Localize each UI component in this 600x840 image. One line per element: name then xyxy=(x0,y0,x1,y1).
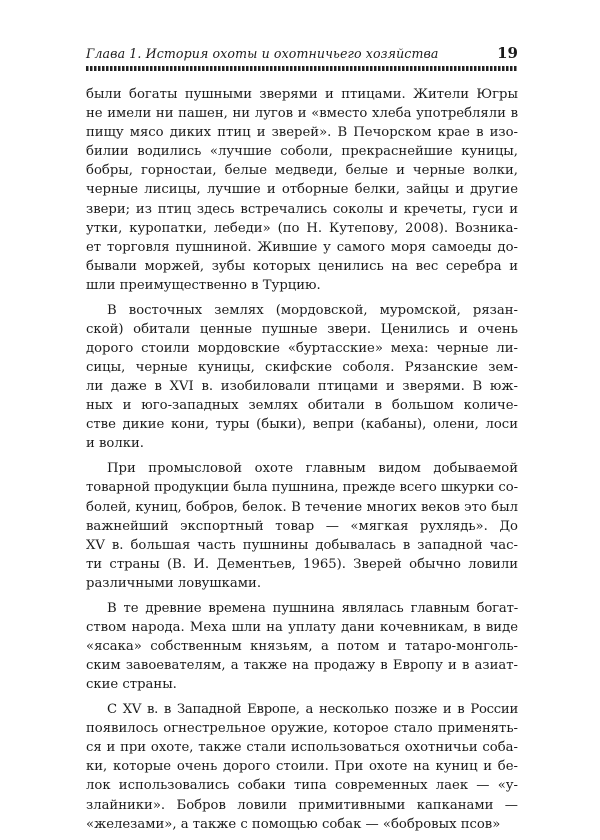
text-line: В восточных землях (мордовской, муромской, рязан- xyxy=(107,302,518,318)
text-line: XV в. большая часть пушнины добывалась в западной час- xyxy=(86,537,518,553)
text-line: ки, которые очень дорого стоили. При охоте на куниц и бе- xyxy=(86,759,518,775)
text-line: ся и при охоте, также стали использоваться охотничьи соба- xyxy=(86,740,518,756)
text-line: ли даже в XVI в. изобиловали птицами и зверями. В юж- xyxy=(86,379,518,395)
text-line: лок использовались собаки типа современных лаек — «у- xyxy=(86,778,518,794)
paragraph xyxy=(86,599,518,694)
paragraph xyxy=(86,301,518,454)
text-line: «железами», а также с помощью собак — «бобровых псов» xyxy=(86,816,501,832)
text-line: появилось огнестрельное оружие, которое стало применять- xyxy=(86,721,518,737)
paragraph xyxy=(86,700,518,834)
text-line: бывали моржей, зубы которых ценились на вес серебра и xyxy=(86,258,518,274)
text-line: и волки. xyxy=(86,436,144,452)
text-line: были богаты пушными зверями и птицами. Жители Югры xyxy=(86,87,518,102)
text-line: товарной продукции была пушнина, прежде всего шкурки со- xyxy=(86,480,518,496)
text-line: пищу мясо диких птиц и зверей». В Печорском крае в изо- xyxy=(86,125,518,141)
text-line: сицы, черные куницы, скифские соболя. Рязанские зем- xyxy=(86,360,518,376)
text-line: бобры, горностаи, белые медведи, белые и черные волки, xyxy=(86,163,518,179)
text-line: ской) обитали ценные пушные звери. Ценились и очень xyxy=(86,321,518,337)
text-line: ские страны. xyxy=(86,677,177,693)
text-line: При промысловой охоте главным видом добываемой xyxy=(107,461,518,477)
page-number: 19 xyxy=(497,44,518,62)
text-line: черные лисицы, лучшие и отборные белки, зайцы и другие xyxy=(86,182,518,198)
text-line: ных и юго-западных землях обитали в большом количе- xyxy=(86,398,518,414)
text-line: болей, куниц, бобров, белок. В течение многих веков это был xyxy=(86,499,518,515)
running-header xyxy=(86,46,518,68)
text-line: «ясака» собственным князьям, а потом и татаро-монголь- xyxy=(86,639,518,655)
paragraph xyxy=(86,459,518,593)
text-line: ти страны (В. И. Дементьев, 1965). Зверей обычно ловили xyxy=(86,556,518,572)
text-line: злайники». Бобров ловили примитивными капканами — xyxy=(86,797,518,813)
header-rule xyxy=(86,66,518,71)
text-line: утки, куропатки, лебеди» (по Н. Кутепову, 2008). Возника- xyxy=(86,220,518,236)
body-text xyxy=(86,85,518,840)
text-line: стве дикие кони, туры (быки), вепри (кабаны), олени, лоси xyxy=(86,417,518,433)
text-line: не имели ни пашен, ни лугов и «вместо хлеба употребляли в xyxy=(86,106,518,122)
text-line: билии водились «лучшие соболи, прекраснейшие куницы, xyxy=(86,144,518,160)
text-line: звери; из птиц здесь встречались соколы и кречеты, гуси и xyxy=(86,201,518,217)
text-line: ет торговля пушниной. Жившие у самого моря самоеды до- xyxy=(86,239,518,255)
text-line: дорого стоили мордовские «буртасские» меха: черные ли- xyxy=(86,341,518,357)
text-line: ством народа. Меха шли на уплату дани кочевникам, в виде xyxy=(86,619,518,635)
text-line: различными ловушками. xyxy=(86,575,262,591)
running-title: Глава 1. История охоты и охотничьего хозяйства xyxy=(86,46,439,61)
paragraph xyxy=(86,85,518,295)
text-line: С XV в. в Западной Европе, а несколько позже и в России xyxy=(107,702,518,718)
text-line: В те древние времена пушнина являлась главным богат- xyxy=(107,600,518,616)
text-line: важнейший экспортный товар — «мягкая рухлядь». До xyxy=(86,518,518,534)
text-line: ским завоевателям, а также на продажу в Европу и в азиат- xyxy=(86,658,518,674)
text-line: шли преимущественно в Турцию. xyxy=(86,277,321,293)
